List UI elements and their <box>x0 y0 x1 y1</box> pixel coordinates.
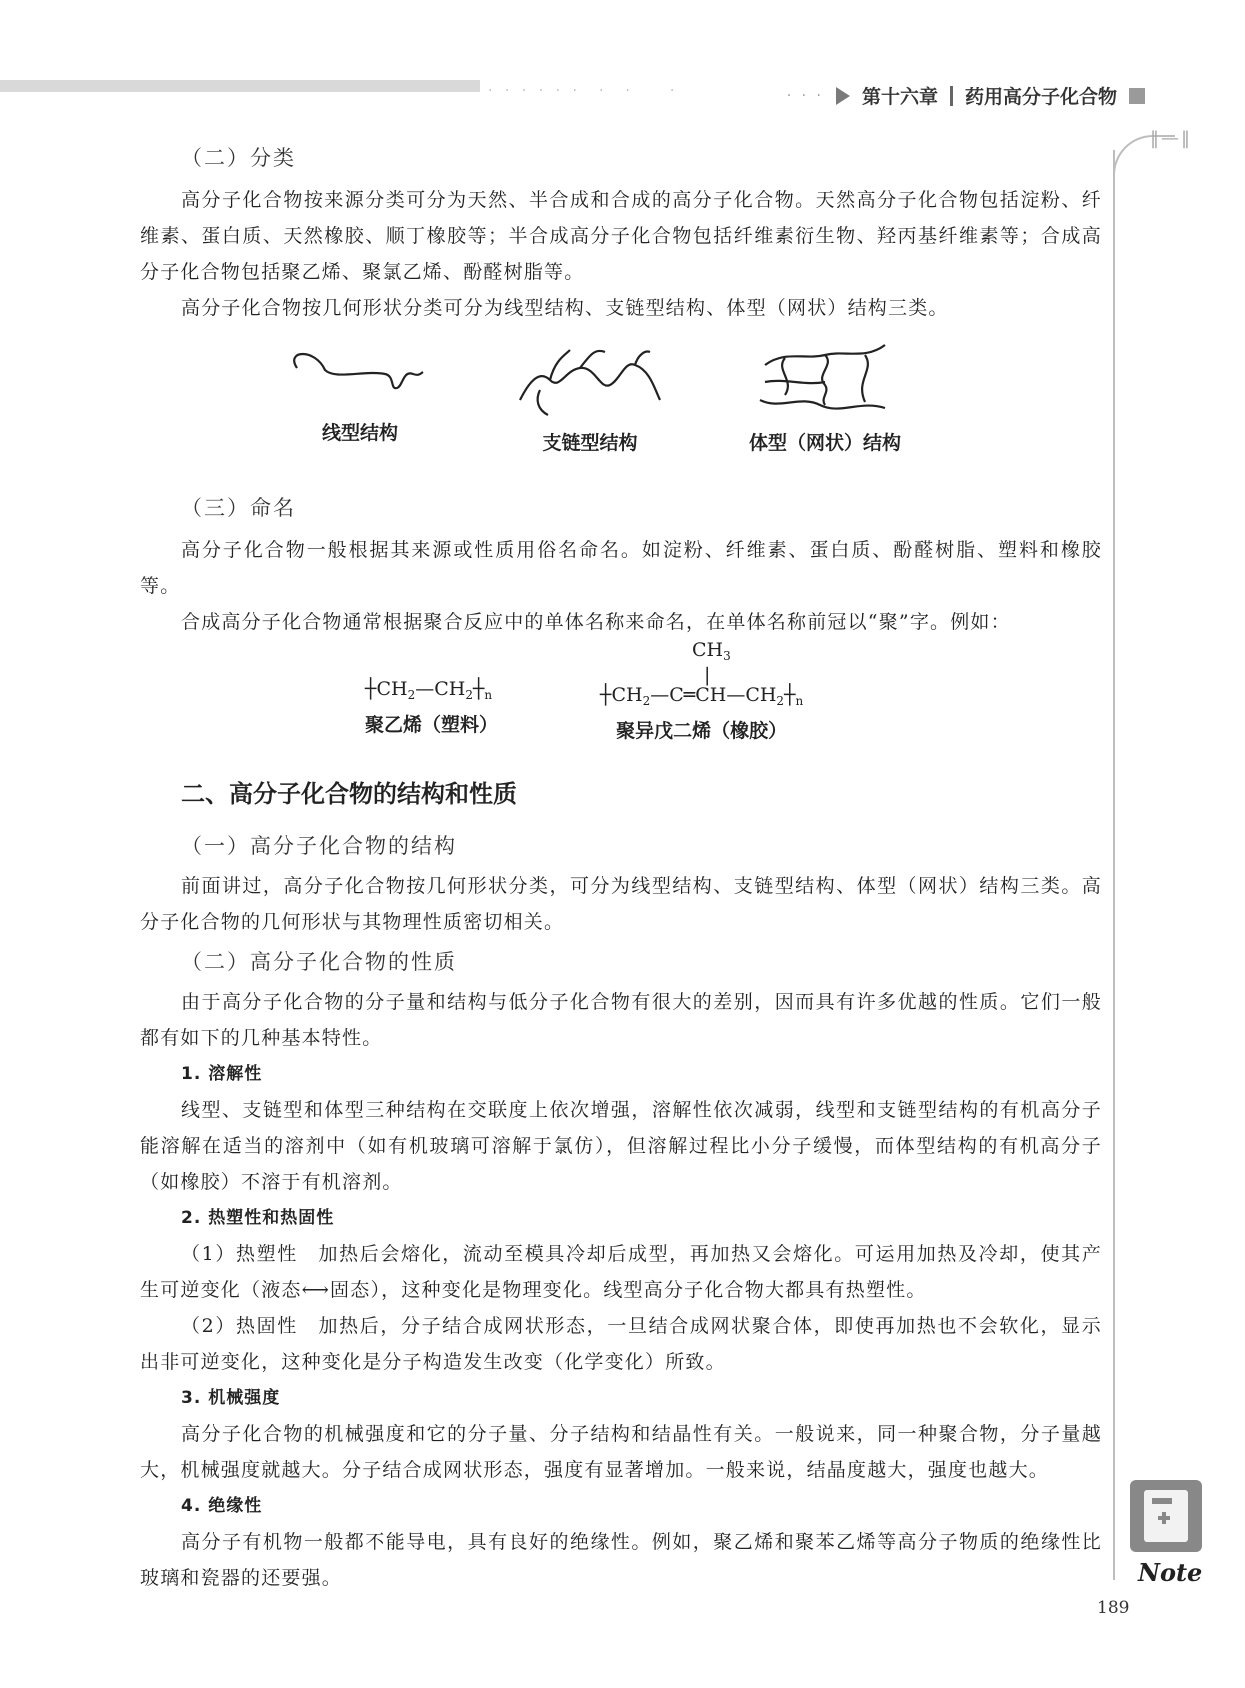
subsection-heading: 3. 机械强度 <box>181 1388 281 1408</box>
formula-caption: 聚乙烯（塑料） <box>365 714 499 736</box>
paragraph: 高分子化合物按几何形状分类可分为线型结构、支链型结构、体型（网状）结构三类。 <box>181 297 949 319</box>
network-structure-diagram <box>755 340 895 420</box>
margin-marks: ‖—‖ <box>1150 128 1192 149</box>
paragraph: （1）热塑性 加热后会熔化，流动至模具冷却后成型，再加热又会熔化。可运用加热及冷却，使其产生可逆变化（液态⟷固态），这种变化是物理变化。线型高分子化合物大都具有热塑性。 <box>140 1243 1102 1301</box>
structure-figures <box>140 340 1102 490</box>
running-header <box>787 82 1145 109</box>
linear-structure-diagram <box>285 340 435 410</box>
subsection-heading: 1. 溶解性 <box>181 1064 263 1084</box>
page-number: 189 <box>1097 1598 1130 1618</box>
figure-linear <box>280 340 440 445</box>
header-decor-bar <box>0 80 480 92</box>
figure-branched <box>505 340 675 455</box>
margin-line <box>1113 150 1115 1580</box>
paragraph: 高分子有机物一般都不能导电，具有良好的绝缘性。例如，聚乙烯和聚苯乙烯等高分子物质的绝缘性比玻璃和瓷器的还要强。 <box>140 1531 1102 1589</box>
paragraph: 由于高分子化合物的分子量和结构与低分子化合物有很大的差别，因而具有许多优越的性质。它们一般都有如下的几种基本特性。 <box>140 991 1102 1049</box>
chapter-title: 药用高分子化合物 <box>964 86 1117 108</box>
paragraph: 线型、支链型和体型三种结构在交联度上依次增强，溶解性依次减弱，线型和支链型结构的有机高分子能溶解在适当的溶剂中（如有机玻璃可溶解于氯仿），但溶解过程比小分子缓慢，而体型结构的有机高分子（如橡胶）不溶于有机溶剂。 <box>140 1099 1102 1193</box>
note-label: Note <box>1138 1558 1203 1587</box>
paragraph: 合成高分子化合物通常根据聚合反应中的单体名称来命名，在单体名称前冠以“聚”字。例如： <box>181 611 1011 633</box>
figure-caption: 支链型结构 <box>542 432 638 454</box>
figure-caption: 体型（网状）结构 <box>748 432 901 454</box>
section-heading: （一）高分子化合物的结构 <box>181 834 457 858</box>
chapter-label: 第十六章 <box>861 86 938 108</box>
square-icon <box>1129 88 1145 104</box>
formula-line: $┼CH_2—CH_2┼_n$ <box>365 678 493 702</box>
header-dots: · · · <box>786 87 824 104</box>
section-heading: （二）高分子化合物的性质 <box>181 950 457 974</box>
chevron-right-icon <box>836 87 850 105</box>
header-decor-dots: · · · · · · · · · <box>488 83 679 99</box>
paragraph: 高分子化合物按来源分类可分为天然、半合成和合成的高分子化合物。天然高分子化合物包括淀粉、纤维素、蛋白质、天然橡胶、顺丁橡胶等；半合成高分子化合物包括纤维素衍生物、羟丙基纤维素等；合成高分子化合物包括聚乙烯、聚氯乙烯、酚醛树脂等。 <box>140 189 1102 283</box>
section-heading: （二）分类 <box>181 146 296 170</box>
notebook-icon <box>1144 1490 1188 1542</box>
polyethylene-formula <box>365 678 498 737</box>
formula-line: $┼CH_2—C═CH—CH_2┼_n$ <box>600 684 804 708</box>
section-heading: （三）命名 <box>181 496 296 520</box>
subsection-heading: 4. 绝缘性 <box>181 1496 263 1516</box>
paragraph: （2）热固性 加热后，分子结合成网状形态，一旦结合成网状聚合体，即使再加热也不会软化，显示出非可逆变化，这种变化是分子构造发生改变（化学变化）所致。 <box>140 1315 1102 1373</box>
paragraph: 高分子化合物的机械强度和它的分子量、分子结构和结晶性有关。一般说来，同一种聚合物，分子量越大，机械强度就越大。分子结合成网状形态，强度有显著增加。一般来说，结晶度越大，强度也越大。 <box>140 1423 1102 1481</box>
header-separator <box>950 86 953 106</box>
paragraph: 高分子化合物一般根据其来源或性质用俗名命名。如淀粉、纤维素、蛋白质、酚醛树脂、塑料和橡胶等。 <box>140 539 1102 597</box>
polymer-formulas <box>140 640 1102 760</box>
bond-line: | <box>704 664 711 686</box>
branched-structure-diagram <box>510 340 670 420</box>
figure-caption: 线型结构 <box>321 422 398 444</box>
page-content <box>140 140 1102 1596</box>
subsection-heading: 2. 热塑性和热固性 <box>181 1208 335 1228</box>
paragraph: 前面讲过，高分子化合物按几何形状分类，可分为线型结构、支链型结构、体型（网状）结构三类。高分子化合物的几何形状与其物理性质密切相关。 <box>140 875 1102 933</box>
methyl-group: $CH_3$ <box>692 639 731 663</box>
figure-network <box>730 340 920 455</box>
note-icon <box>1130 1480 1202 1552</box>
polyisoprene-formula <box>600 640 803 743</box>
formula-caption: 聚异戊二烯（橡胶） <box>616 720 788 742</box>
chapter-section-heading: 二、高分子化合物的结构和性质 <box>181 780 517 808</box>
